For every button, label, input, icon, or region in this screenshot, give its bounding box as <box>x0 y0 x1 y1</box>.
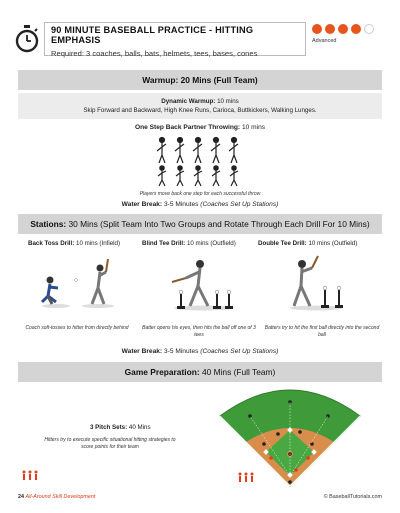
drill-time: 10 mins (Outfield) <box>308 240 358 247</box>
drill-note-back-toss: Coach soft-tosses to hitter from directly behind <box>25 325 129 331</box>
stations-water-break <box>0 348 400 355</box>
level-dot-filled <box>312 24 322 34</box>
warmup-heading: Warmup: 20 Mins (Full Team) <box>142 75 258 85</box>
title-box <box>44 22 306 56</box>
water-break-time: 3-5 Minutes <box>163 201 199 208</box>
player-figure <box>157 138 166 187</box>
page-title: 90 MINUTE BASEBALL PRACTICE - HITTING EMPHASIS <box>51 25 254 45</box>
level-label: Advanced <box>312 38 337 44</box>
book-title: All-Around Skill Development <box>25 494 96 500</box>
throwing-time: 10 mins <box>241 124 266 131</box>
water-break-note: (Coaches Set Up Stations) <box>200 201 279 208</box>
difficulty-level <box>312 24 384 44</box>
back-toss-illustration <box>36 258 126 310</box>
level-dot-filled <box>338 24 348 34</box>
water-break-time: 3-5 Minutes <box>163 348 199 355</box>
difficulty-dots <box>312 24 384 34</box>
level-dot-empty <box>364 24 374 34</box>
dynamic-warmup-time: 10 mins <box>217 98 239 105</box>
copyright: © BaseballTutorials.com <box>323 494 382 500</box>
water-break-label: Water Break: <box>121 348 163 355</box>
drill-note-blind-tee: Batter opens his eyes, then hits the ball off one of 3 tees <box>142 325 256 338</box>
level-dot-filled <box>351 24 361 34</box>
game-prep-heading-bold: Game Preparation: <box>124 367 200 377</box>
pitch-sets-line <box>90 424 151 431</box>
dynamic-warmup-desc: Skip Forward and Backward, High Knee Runs, Carioca, Buttkickers, Walking Lunges. <box>83 107 317 114</box>
stations-heading-bold: Stations: <box>30 219 67 229</box>
stations-heading-bar <box>18 214 382 234</box>
dynamic-warmup-label: Dynamic Warmup: <box>161 98 216 105</box>
game-prep-heading-bar <box>18 362 382 382</box>
pitch-sets-time: 40 Mins <box>128 424 151 431</box>
water-break-note: (Coaches Set Up Stations) <box>200 348 279 355</box>
drill-label-double-tee <box>258 240 357 247</box>
warmup-water-break <box>0 201 400 208</box>
equipment-required: Required: 3 coaches, balls, bats, helmets, tees, bases, cones <box>51 49 258 58</box>
throwing-note: Players move back one step for each successful throw <box>139 191 261 197</box>
drill-name: Blind Tee Drill: <box>142 240 186 247</box>
water-break-label: Water Break: <box>121 201 163 208</box>
stations-heading-rest: 30 Mins (Split Team Into Two Groups and Rotate Through Each Drill For 10 Mins) <box>68 219 370 229</box>
page-header <box>8 20 392 60</box>
warmup-heading-bar <box>18 70 382 90</box>
drill-label-blind-tee <box>142 240 236 247</box>
page-number: 24 <box>18 494 24 500</box>
level-dot-filled <box>325 24 335 34</box>
blind-tee-illustration <box>162 256 262 312</box>
batting-team-icon <box>236 472 258 484</box>
stopwatch-icon <box>14 24 40 54</box>
drill-time: 10 mins (Outfield) <box>186 240 236 247</box>
pitch-sets-label: 3 Pitch Sets: <box>90 424 128 431</box>
throwing-label: One Step Back Partner Throwing: <box>134 124 241 131</box>
drill-time: 10 mins (Infield) <box>76 240 121 247</box>
drill-name: Double Tee Drill: <box>258 240 307 247</box>
double-tee-illustration <box>284 254 364 312</box>
pitch-sets-note: Hitters try to execute specific situational hitting strategies to score points for their team <box>44 437 176 450</box>
page-footer <box>18 494 382 500</box>
game-prep-heading-rest: 40 Mins (Full Team) <box>201 367 276 377</box>
throwing-line <box>0 124 400 131</box>
drill-note-double-tee: Batters try to hit the first ball directly into the second ball <box>264 325 380 338</box>
dynamic-warmup-box <box>18 93 382 119</box>
drill-label-back-toss <box>28 240 120 247</box>
dugout-players-icon <box>20 470 40 482</box>
partner-throwing-figures <box>148 135 252 187</box>
drill-name: Back Toss Drill: <box>28 240 75 247</box>
